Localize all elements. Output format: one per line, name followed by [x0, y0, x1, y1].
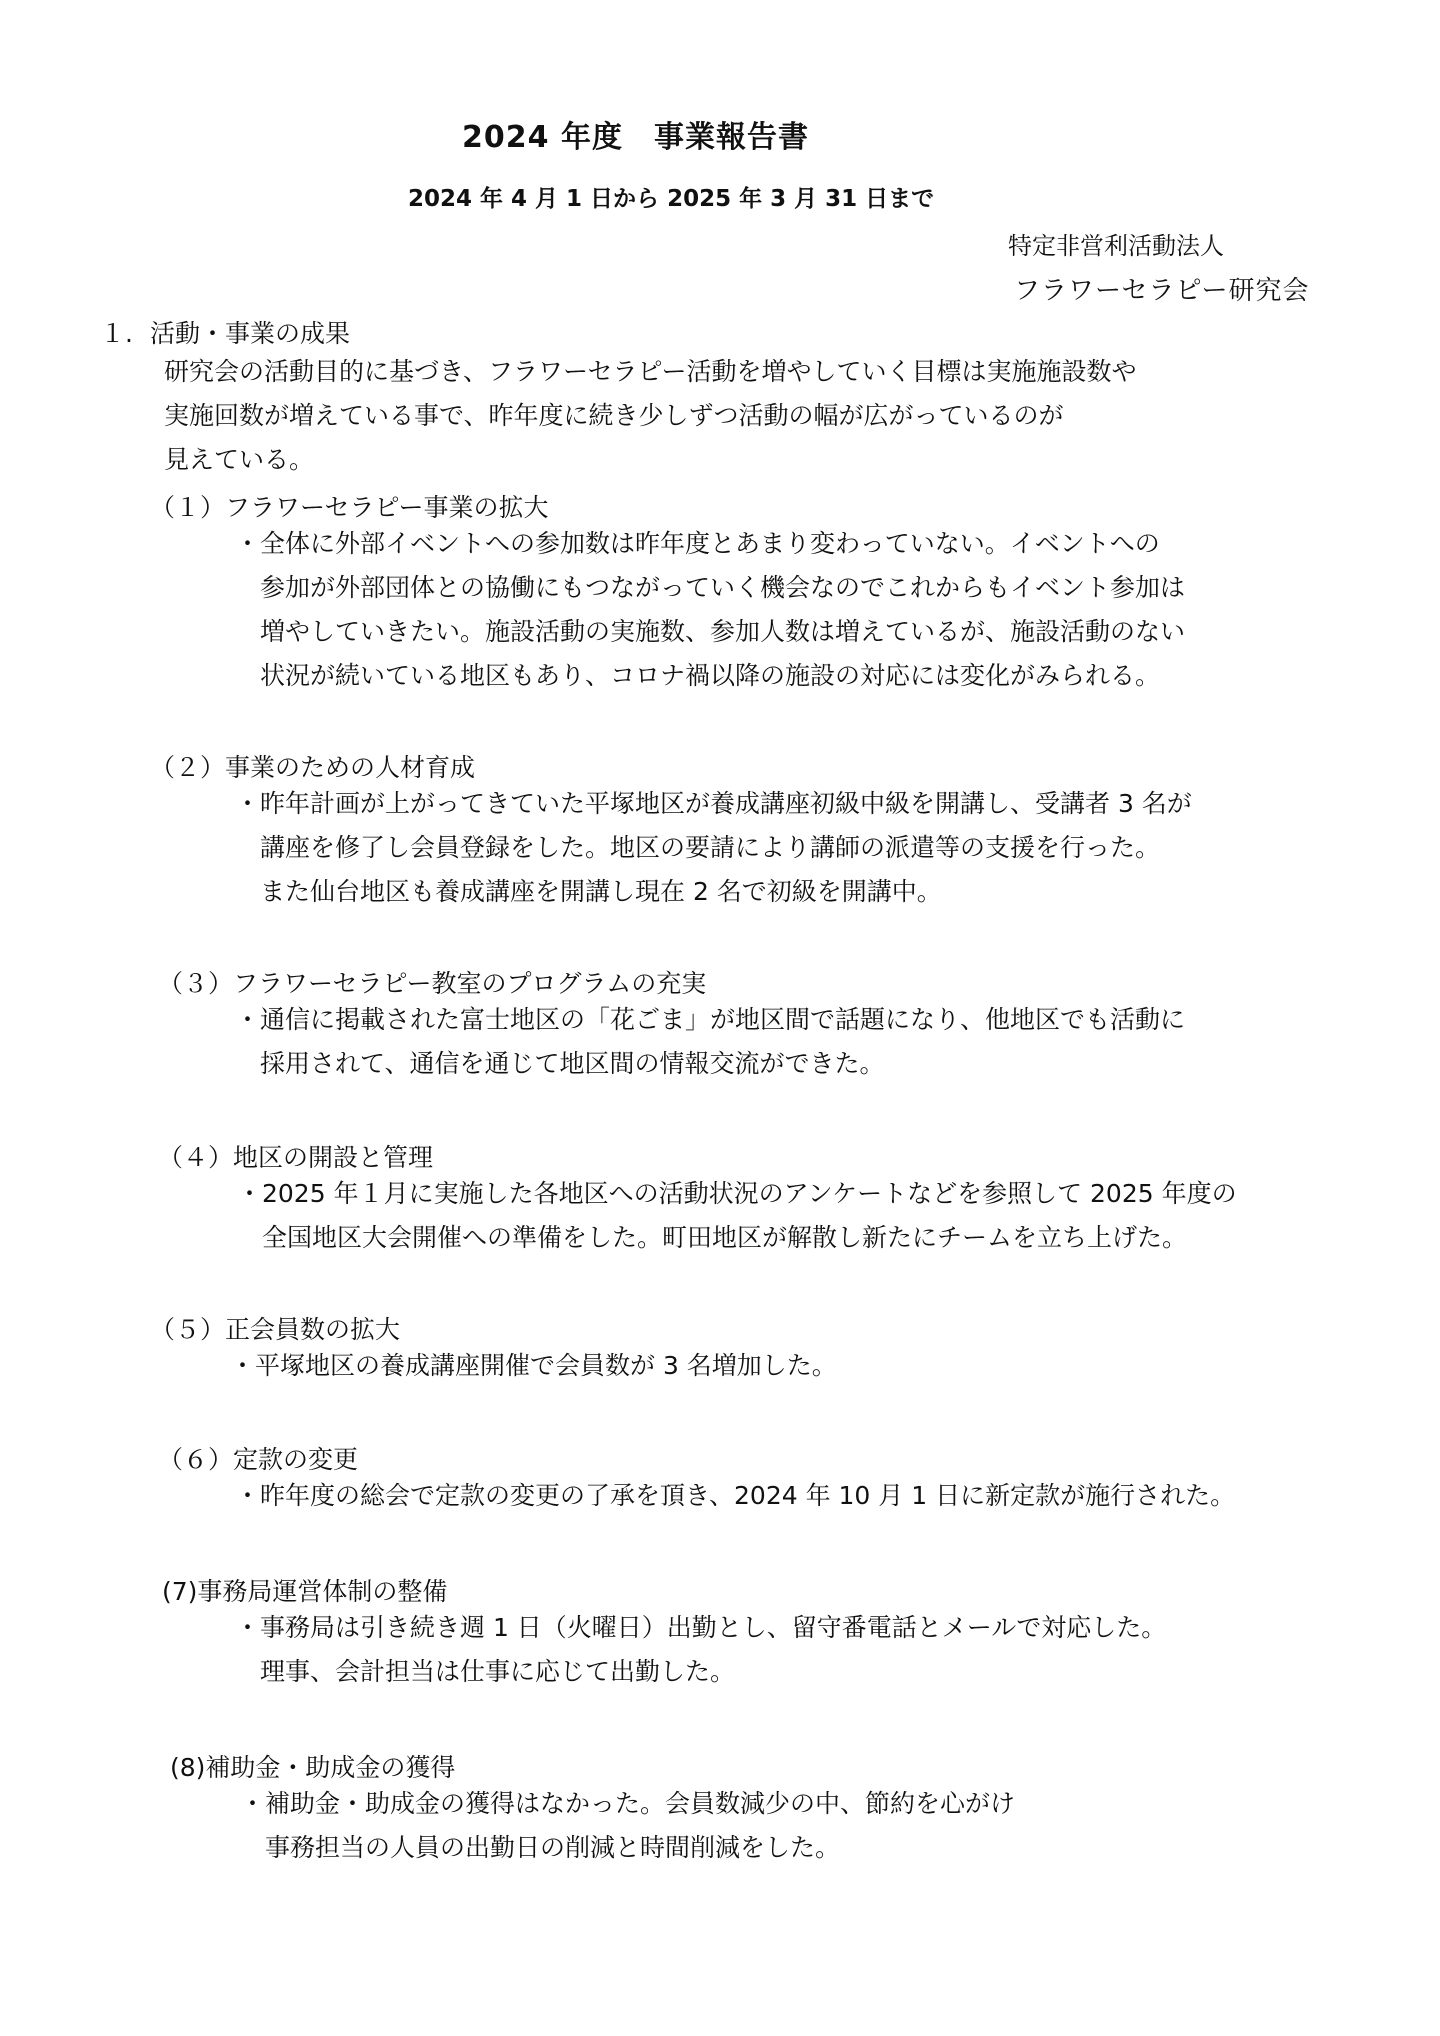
body-line: ・補助金・助成金の獲得はなかった。会員数減少の中、節約を心がけ — [240, 1789, 1016, 1818]
subsection-number: （１） — [150, 493, 226, 522]
subsection-3-heading — [158, 964, 706, 1000]
subsection-4-heading — [158, 1138, 433, 1174]
subsection-title: フラワーセラピー教室のプログラムの充実 — [233, 969, 707, 998]
subsection-title: 地区の開設と管理 — [233, 1143, 434, 1172]
subsection-number: （３） — [158, 969, 234, 998]
subsection-number: (8) — [170, 1753, 206, 1782]
intro-line: 見えている。 — [164, 445, 315, 474]
body-line: また仙台地区も養成講座を開講し現在 2 名で初級を開講中。 — [235, 877, 942, 906]
body-line: 参加が外部団体との協働にもつながっていく機会なのでこれからもイベント参加は — [235, 573, 1186, 602]
subsection-number: （６） — [158, 1445, 234, 1474]
subsection-5-body — [230, 1344, 837, 1388]
body-line: ・昨年度の総会で定款の変更の了承を頂き、2024 年 10 月 1 日に新定款が施行された。 — [235, 1481, 1236, 1510]
subsection-number: （２） — [150, 753, 226, 782]
body-line: 事務担当の人員の出勤日の削減と時間削減をした。 — [240, 1833, 841, 1862]
body-line: 増やしていきたい。施設活動の実施数、参加人数は増えているが、施設活動のない — [235, 617, 1186, 646]
subsection-7-body — [235, 1606, 1166, 1694]
document-title: 2024 年度 事業報告書 — [462, 120, 809, 155]
body-line: 全国地区大会開催への準備をした。町田地区が解散し新たにチームを立ち上げた。 — [237, 1223, 1188, 1252]
subsection-8-heading — [170, 1748, 455, 1784]
subsection-number: （５） — [150, 1315, 226, 1344]
subsection-3-body — [235, 998, 1185, 1086]
body-line: 講座を修了し会員登録をした。地区の要請により講師の派遣等の支援を行った。 — [235, 833, 1161, 862]
subsection-4-body — [237, 1172, 1237, 1260]
subsection-title: 事業のための人材育成 — [225, 753, 476, 782]
subsection-number: (7) — [162, 1577, 198, 1606]
subsection-title: 補助金・助成金の獲得 — [205, 1753, 456, 1782]
body-line: 採用されて、通信を通じて地区間の情報交流ができた。 — [235, 1049, 885, 1078]
intro-line: 実施回数が増えている事で、昨年度に続き少しずつ活動の幅が広がっているのが — [164, 401, 1064, 430]
org-name: フラワーセラピー研究会 — [1014, 276, 1310, 306]
body-line: ・平塚地区の養成講座開催で会員数が 3 名増加した。 — [230, 1351, 837, 1380]
subsection-6-heading — [158, 1440, 358, 1476]
subsection-2-heading — [150, 748, 475, 784]
body-line: ・事務局は引き続き週 1 日（火曜日）出勤とし、留守番電話とメールで対応した。 — [235, 1613, 1167, 1642]
subsection-title: フラワーセラピー事業の拡大 — [225, 493, 549, 522]
body-line: 理事、会計担当は仕事に応じて出勤した。 — [235, 1657, 736, 1686]
subsection-2-body — [235, 782, 1192, 914]
section-1-intro — [164, 350, 1137, 482]
body-line: ・昨年計画が上がってきていた平塚地区が養成講座初級中級を開講し、受講者 3 名が — [235, 789, 1192, 818]
body-line: ・通信に掲載された富士地区の「花ごま」が地区間で話題になり、他地区でも活動に — [235, 1005, 1186, 1034]
subsection-1-body — [235, 522, 1185, 698]
section-number: １. — [100, 319, 133, 348]
subsection-title: 事務局運営体制の整備 — [197, 1577, 448, 1606]
subsection-6-body — [235, 1474, 1235, 1518]
body-line: ・全体に外部イベントへの参加数は昨年度とあまり変わっていない。イベントへの — [235, 529, 1160, 558]
org-type: 特定非営利活動法人 — [1008, 232, 1224, 260]
subsection-title: 定款の変更 — [233, 1445, 359, 1474]
subsection-7-heading — [162, 1572, 447, 1608]
body-line: ・2025 年１月に実施した各地区への活動状況のアンケートなどを参照して 2025 年度の — [237, 1179, 1237, 1208]
subsection-1-heading — [150, 488, 549, 524]
subsection-number: （４） — [158, 1143, 234, 1172]
subsection-title: 正会員数の拡大 — [225, 1315, 401, 1344]
body-line: 状況が続いている地区もあり、コロナ禍以降の施設の対応には変化がみられる。 — [235, 661, 1161, 690]
report-period: 2024 年 4 月 1 日から 2025 年 3 月 31 日まで — [408, 186, 935, 212]
subsection-8-body — [240, 1782, 1015, 1870]
section-title: 活動・事業の成果 — [150, 319, 351, 348]
section-1-heading — [100, 314, 350, 350]
subsection-5-heading — [150, 1310, 400, 1346]
intro-line: 研究会の活動目的に基づき、フラワーセラピー活動を増やしていく目標は実施施設数や — [164, 357, 1137, 386]
